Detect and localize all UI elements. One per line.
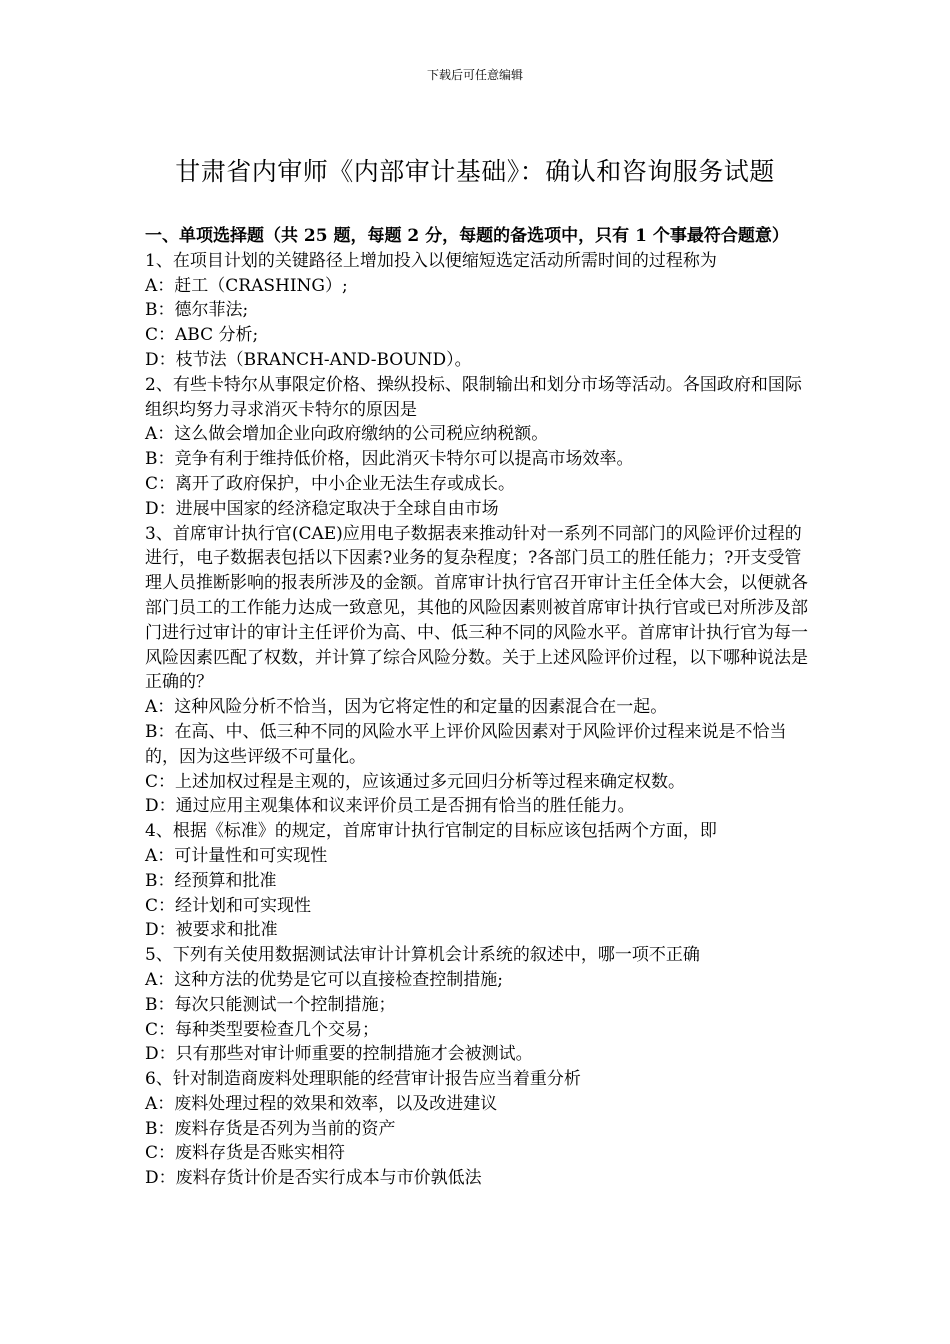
option-c: C：每种类型要检查几个交易； (145, 1019, 380, 1040)
question-stem: 4、根据《标准》的规定，首席审计执行官制定的目标应该包括两个方面，即 (145, 821, 717, 842)
option-c: C：废料存货是否账实相符 (145, 1143, 346, 1164)
option-d: D：通过应用主观集体和议来评价员工是否拥有恰当的胜任能力。 (145, 796, 635, 817)
option-c: C：ABC 分析; (145, 325, 259, 346)
option-a: A：这种风险分析不恰当，因为它将定性的和定量的因素混合在一起。 (145, 697, 668, 718)
option-b: B：竞争有利于维持低价格，因此消灭卡特尔可以提高市场效率。 (145, 449, 634, 470)
option-a: A：可计量性和可实现性 (145, 845, 328, 866)
option-a: A：赶工（CRASHING）; (145, 275, 348, 296)
question-6 (145, 1067, 810, 1191)
question-stem: 3、首席审计执行官(CAE)应用电子数据表来推动针对一系列不同部门的风险评价过程的进行，电子数据表包括以下因素?业务的复杂程度；?各部门员工的胜任能力；?开支受管理人员推断影响的报表所涉及的金额。首席审计执行官召开审计主任全体大会，以便就各部门员工的工作能力达成一致意见，其他的风险因素则被首席审计执行官或已对所涉及部门进行过审计的审计主任评价为高、中、低三种不同的风险水平。首席审计执行官为每一风险因素匹配了权数，并计算了综合风险分数。关于上述风险评价过程，以下哪种说法是正确的？ (145, 523, 808, 693)
question-stem: 1、在项目计划的关键路径上增加投入以便缩短选定活动所需时间的过程称为 (145, 250, 717, 271)
option-b: B：在高、中、低三种不同的风险水平上评价风险因素对于风险评价过程来说是不恰当的，因为这些评级不可量化。 (145, 721, 787, 767)
option-c: C：离开了政府保护，中小企业无法生存或成长。 (145, 473, 516, 494)
document-title: 甘肃省内审师《内部审计基础》：确认和咨询服务试题 (175, 157, 775, 186)
question-stem: 5、下列有关使用数据测试法审计计算机会计系统的叙述中，哪一项不正确 (145, 945, 700, 966)
option-a: A：废料处理过程的效果和效率，以及改进建议 (145, 1093, 498, 1114)
question-3 (145, 522, 810, 820)
question-2 (145, 373, 810, 522)
option-c: C：上述加权过程是主观的，应该通过多元回归分析等过程来确定权数。 (145, 771, 686, 792)
option-d: D：只有那些对审计师重要的控制措施才会被测试。 (145, 1044, 533, 1065)
option-b: B：每次只能测试一个控制措施； (145, 994, 396, 1015)
option-d: D：被要求和批准 (145, 920, 278, 941)
section-heading: 一、单项选择题（共 25 题，每题 2 分，每题的备选项中，只有 1 个事最符合题意） (145, 226, 789, 246)
question-stem: 2、有些卡特尔从事限定价格、操纵投标、限制输出和划分市场等活动。各国政府和国际组织均努力寻求消灭卡特尔的原因是 (145, 374, 802, 420)
option-d: D：枝节法（BRANCH-AND-BOUND）。 (145, 349, 472, 370)
option-d: D：废料存货计价是否实行成本与市价孰低法 (145, 1168, 482, 1189)
option-b: B：经预算和批准 (145, 870, 277, 891)
question-1 (145, 249, 810, 373)
option-b: B：废料存货是否列为当前的资产 (145, 1118, 396, 1139)
question-stem: 6、针对制造商废料处理职能的经营审计报告应当着重分析 (145, 1069, 581, 1090)
option-b: B：德尔菲法; (145, 300, 249, 321)
header-note: 下载后可任意编辑 (426, 68, 523, 82)
option-c: C：经计划和可实现性 (145, 895, 312, 916)
question-5 (145, 943, 810, 1067)
question-4 (145, 819, 810, 943)
option-a: A：这种方法的优势是它可以直接检查控制措施; (145, 969, 504, 990)
option-d: D：进展中国家的经济稳定取决于全球自由市场 (145, 498, 499, 519)
document-body (145, 224, 810, 1191)
option-a: A：这么做会增加企业向政府缴纳的公司税应纳税额。 (145, 424, 549, 445)
